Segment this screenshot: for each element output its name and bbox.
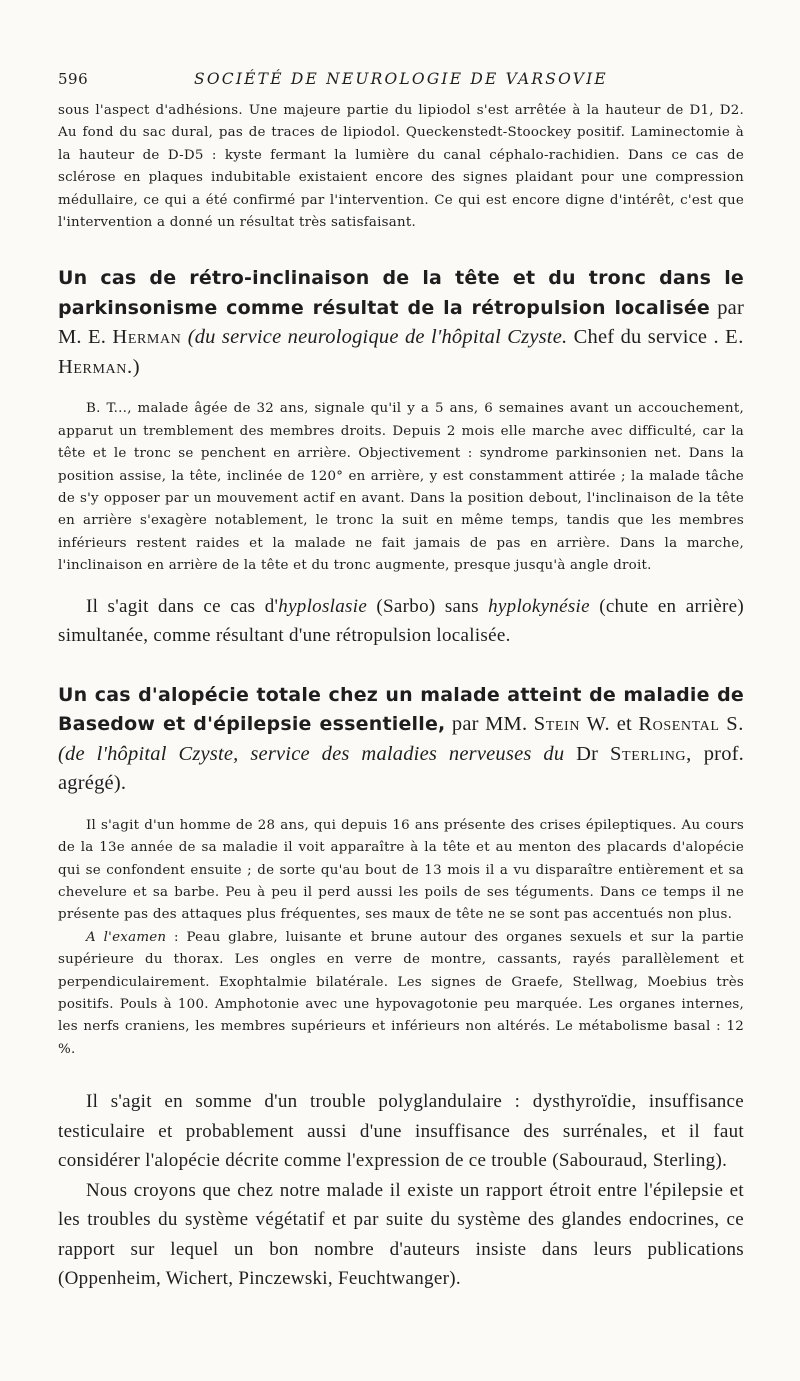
article2-author2: Rosental S.	[638, 713, 745, 736]
article2-exam-text: : Peau glabre, luisante et brune autour des organes sexuels et sur la partie supérieure du thorax. Les ongles en verre de montre, cassants, rayés parallèlement et perpendiculairement. Exophtalmie bilatérale. Les signes de Graefe, Stellwag, Moebius très positifs. Pouls à 100. Amphotonie avec une hypovagotonie peu marquée. Les organes internes, les nerfs craniens, les membres supérieurs et inférieurs non altérés. Le métabolisme basal : 12 %.	[58, 929, 744, 1057]
article1-chef-author: E. Herman.)	[58, 326, 745, 378]
article1-conclusion-post: (chute en arrière) simultanée, comme résultant d'une rétropulsion localisée.	[58, 595, 744, 647]
article2-exam	[58, 927, 744, 1061]
article2-chief: Sterling,	[610, 742, 692, 765]
article2-author1: Stein W.	[533, 713, 611, 736]
article2-affiliation: (de l'hôpital Czyste, service des maladies nerveuses du	[58, 742, 565, 765]
article1-conclusion	[58, 592, 744, 651]
article1-term-hyploslasie: hyploslasie	[278, 595, 368, 617]
article1-chef: Chef du service .	[573, 326, 719, 349]
article2-exam-label: A l'examen	[86, 929, 167, 945]
article2-conclusion-1: Il s'agit en somme d'un trouble polyglandulaire : dysthyroïdie, insuffisance testiculaire et probablement aussi d'une insuffisance des surrénales, et il faut considérer l'alopécie décrite comme l'expression de ce trouble (Sabouraud, Sterling).	[58, 1091, 744, 1172]
article2-dr: Dr	[576, 742, 599, 765]
article1-case: B. T..., malade âgée de 32 ans, signale qu'il y a 5 ans, 6 semaines avant un accouchement, apparut un tremblement des membres droits. Depuis 2 mois elle marche avec difficulté, car la tête et le tronc se penchent en arrière. Objectivement : syndrome parkinsonien net. Dans la position assise, la tête, inclinée de 120° en arrière, y est constamment attirée ; la malade tâche de s'y opposer par un mouvement actif en avant. Dans la position debout, l'inclinaison de la tête en arrière s'exagère notablement, le tronc la suit en même temps, tandis que les membres inférieurs restent raides et la malade ne fait jamais de pas en arrière. Dans la marche, l'inclinaison en arrière de la tête et du tronc augmente, presque jusqu'à angle droit.	[58, 401, 744, 574]
article1-term-hyplokynesie: hyplokynésie	[488, 595, 590, 617]
article1-affiliation: (du service neurologique de l'hôpital Czyste.	[187, 326, 568, 349]
page-content	[58, 100, 744, 1294]
journal-title: SOCIÉTÉ DE NEUROLOGIE DE VARSOVIE	[194, 70, 608, 88]
continuation-paragraph: sous l'aspect d'adhésions. Une majeure partie du lipiodol s'est arrêtée à la hauteur de D1, D2. Au fond du sac dural, pas de traces de lipiodol. Queckenstedt-Stoockey positif. Laminectomie à la hauteur de D-D5 : kyste fermant la lumière du canal céphalo-rachidien. Dans ce cas de sclérose en plaques indubitable existaient encore des signes plaidant pour une compression médullaire, ce qui a été confirmé par l'intervention. Ce qui est encore digne d'intérêt, c'est que l'intervention a donné un résultat très satisfaisant.	[58, 103, 744, 231]
article2-conclusion-2: Nous croyons que chez notre malade il existe un rapport étroit entre l'épilepsie et les troubles du système végétatif et par suite du système des glandes endocrines, ce rapport sur lequel un bon nombre d'auteurs insiste dans leurs publications (Oppenheim, Wichert, Pinczewski, Feuchtwanger).	[58, 1179, 744, 1290]
article2-case: Il s'agit d'un homme de 28 ans, qui depuis 16 ans présente des crises épileptiques. Au cours de la 13e année de sa maladie il voit apparaître à la tête et au menton des placards d'alopécie qui se confondent ensuite ; de sorte qu'au bout de 13 mois il a vu disparaître entièrement et sa chevelure et sa barbe. Peu à peu il perd aussi les poils de ses téguments. Dans ce temps il ne présente pas des attaques plus fréquentes, ses maux de tête ne se sont pas accentués non plus.	[58, 817, 744, 923]
article1-conclusion-mid: (Sarbo) sans	[367, 595, 489, 617]
article1-conclusion-pre: Il s'agit dans ce cas d'	[86, 595, 279, 617]
article2-rank: prof. agrégé).	[58, 742, 744, 795]
article2-heading	[58, 681, 744, 799]
article2-by: par MM.	[451, 713, 528, 736]
article2-title: Un cas d'alopécie totale chez un malade atteint de maladie de Basedow et d'épilepsie essentielle,	[58, 683, 744, 736]
article1-by: par M. E.	[58, 296, 744, 349]
article1-heading	[58, 264, 744, 382]
article1-author: Herman	[112, 326, 182, 349]
running-head	[58, 70, 744, 92]
article1-title: Un cas de rétro-inclinaison de la tête et du tronc dans le parkinsonisme comme résultat de la rétropulsion localisée	[58, 267, 744, 319]
page-number: 596	[58, 70, 89, 88]
article2-et: et	[616, 713, 632, 736]
